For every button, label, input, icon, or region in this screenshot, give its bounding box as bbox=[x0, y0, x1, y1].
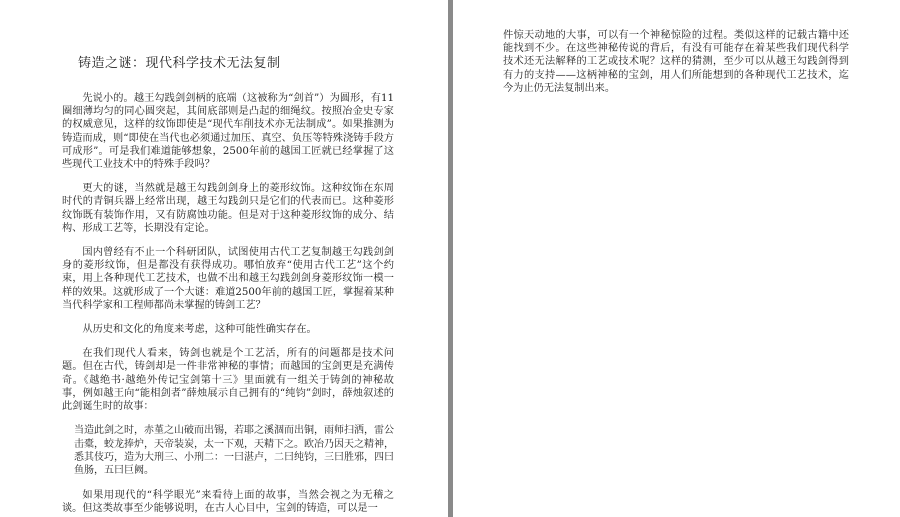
paragraph: 更大的谜，当然就是越王勾践剑剑身上的菱形纹饰。这种纹饰在东周时代的青铜兵器上经常出现，越王勾践剑只是它们的代表而已。这种菱形纹饰既有装饰作用，又有防腐蚀功能。但是对于这种菱形纹饰的成分、结构、形成工艺等，长期没有定论。 bbox=[62, 183, 394, 234]
paragraph: 如果用现代的“科学眼光”来看待上面的故事，当然会视之为无稽之谈。但这类故事至少能够说明，在古人心目中，宝剑的铸造，可以是一 bbox=[62, 489, 394, 515]
paragraph: 先说小的。越王勾践剑剑柄的底端（这被称为“剑首”）为圆形，有11圈细薄均匀的同心圆突起，其间底部则是凸起的细绳纹。按照冶金史专家的权威意见，这样的纹饰即使是“现代车削技术亦无法制成”。如果推测为铸造而成，则“即使在当代也必须通过加压、真空、负压等特殊浇铸手段方可成形”。可是我们难道能够想象，2500年前的越国工匠就已经掌握了这些现代工业技术中的特殊手段吗？ bbox=[62, 93, 394, 171]
document-title: 铸造之谜：现代科学技术无法复制 bbox=[78, 56, 281, 71]
block-quote: 当造此剑之时，赤堇之山破而出锡，若耶之溪涸而出铜，雨师扫洒，雷公击橐，蛟龙捧炉，天帝装炭，太一下观，天精下之。欧冶乃因天之精神，悉其伎巧，造为大刑三、小刑二：一曰湛卢，二曰纯钧，三曰胜邪，四曰鱼肠，五曰巨阙。 bbox=[74, 425, 394, 477]
paragraph: 从历史和文化的角度来考虑，这种可能性确实存在。 bbox=[82, 324, 317, 336]
left-page bbox=[0, 0, 448, 517]
paragraph: 在我们现代人看来，铸剑也就是个工艺活，所有的问题都是技术问题。但在古代，铸剑却是一件非常神秘的事情；而越国的宝剑更是充满传奇。《越绝书·越绝外传记宝剑第十三》里面就有一组关于铸剑的神秘故事，例如越王向“能相剑者”薛烛展示自己拥有的“纯钧”剑时，薛烛叙述的此剑诞生时的故事： bbox=[62, 348, 394, 413]
left-page-body bbox=[62, 92, 394, 517]
right-page-paragraph: 件惊天动地的大事，可以有一个神秘惊险的过程。类似这样的记载古籍中还能找到不少。在这些神秘传说的背后，有没有可能存在着某些我们现代科学技术还无法解释的工艺或技术呢？这样的猜测，至少可以从越王勾践剑得到有力的支持——这柄神秘的宝剑，用人们所能想到的各种现代工艺技术，迄今为止仍无法复制出来。 bbox=[503, 30, 849, 94]
paragraph: 国内曾经有不止一个科研团队，试图使用古代工艺复制越王勾践剑剑身的菱形纹饰，但是都没有获得成功。哪怕放弃“使用古代工艺”这个约束，用上各种现代工艺技术，也做不出和越王勾践剑剑身菱形纹饰一模一样的效果。这就形成了一个大谜：难道2500年前的越国工匠，掌握着某种当代科学家和工程师都尚未掌握的铸剑工艺？ bbox=[62, 247, 394, 311]
